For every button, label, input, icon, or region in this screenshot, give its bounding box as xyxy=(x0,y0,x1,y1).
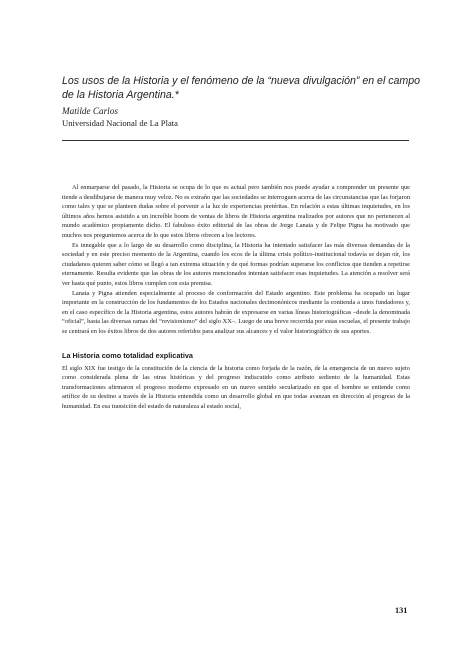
body-paragraph: Lanata y Pigna atienden especialmente al proceso de conformación del Estado argentino. Este problema ha ocupado un lugar importante en la construcción de los fundamentos de los Estados nacionales decimonónicos mediante la contienda a unos fundadores y, en el caso específico de la Historia argentina, estos autores habrán de expresarse en varias líneas historiográficas –desde la denominada “oficial”, hasta las diversas ramas del “revisionismo” del siglo XX–. Luego de una breve recorrida por estas escuelas, el presente trabajo se centrará en los éxitos libros de dos autores referidos para analizar sus alcances y el valor historiográfico de sus aportes. xyxy=(62,289,410,335)
header-rule xyxy=(62,140,409,141)
page-number: 131 xyxy=(395,606,408,615)
body-paragraph: Es innegable que a lo largo de su desarrollo como disciplina, la Historia ha intentado satisfacer las más diversas demandas de la sociedad y en este preciso momento de la Argentina, cuando los ecos de la última crisis político-institucional todavía se dejan oír, los ciudadanos quieren saber cómo se llegó a tan extrema situación y de qué formas podrían superarse los conflictos que tienden a repetirse eternamente. Resulta evidente que las obras de los autores mencionados intentan satisfacer esas inquietudes. La atención a resolver será ver hasta qué punto, estos libros cumplen con esta premisa. xyxy=(62,241,410,287)
section-heading: La Historia como totalidad explicativa xyxy=(62,350,193,360)
article-body xyxy=(62,183,410,411)
author-affiliation: Universidad Nacional de La Plata xyxy=(62,118,178,128)
author-name: Matilde Carlos xyxy=(62,106,118,116)
article-title: Los usos de la Historia y el fenómeno de la “nueva divulgación” en el campo de la Historia Argentina.* xyxy=(62,75,421,101)
body-paragraph: Al enmarparse del pasado, la Historia se ocupa de lo que es actual pero también nos puede ayudar a comprender un presente que tiende a desdibujarse de manera muy veloz. No es extraño que las sociedades se interroguen acerca de las circunstancias que las forjaron como tales y que se planteen dudas sobre el porvenir a la luz de experiencias pretéritas. En relación a estas últimas inquietudes, en los últimos años hemos asistido a un increíble boom de ventas de libros de Historia argentina realizados por autores que no pertenecen al mundo académico propiamente dicho. El fabuloso éxito editorial de las obras de Jorge Lanata y de Felipe Pigna ha motivado que muchos nos preguntemos acerca de lo que estos libros ofrecen a los lectores. xyxy=(62,184,410,239)
body-paragraph: El siglo XIX fue testigo de la constitución de la ciencia de la historia como forjada de la razón, de la emergencia de un nuevo sujeto como considerada plena de las otras históricas y del progreso indiscutido como atributo sediento de la humanidad. Estas transformaciones afirmaron el progreso moderno expresado en un nuevo sentido secularizado en que el hombre se entiende como artífice de su destino a través de la Historia entendida como un desarrollo global en que todas avanzan en dirección al progreso de la humanidad. En esa transición del estado de naturaleza al estado social, xyxy=(62,364,410,410)
